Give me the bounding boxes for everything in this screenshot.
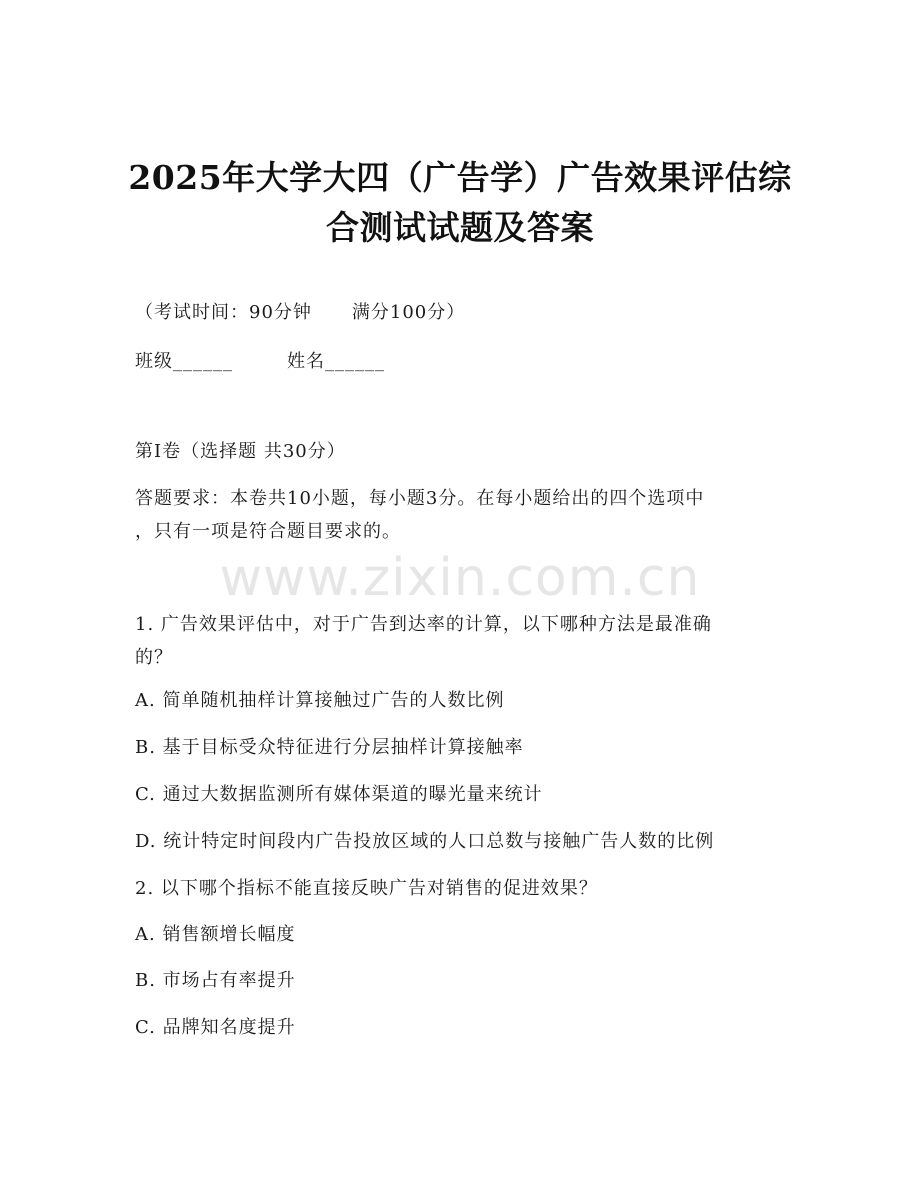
section-heading: 第I卷（选择题 共30分）: [135, 441, 346, 462]
student-info: [135, 349, 385, 375]
question-2-option-c: C. 品牌知名度提升: [135, 1017, 296, 1038]
section-requirement-line-2: ，只有一项是符合题目要求的。: [135, 521, 401, 542]
question-2-option-a: A. 销售额增长幅度: [135, 924, 296, 945]
title-line-2: 合测试试题及答案: [326, 208, 594, 247]
exam-score: 满分100分）: [351, 302, 466, 323]
exam-time: （考试时间：90分钟: [135, 302, 312, 323]
name-field-label: 姓名______: [287, 351, 385, 372]
section-requirement-line-1: 答题要求：本卷共10小题，每小题3分。在每小题给出的四个选项中: [135, 488, 705, 509]
class-field-label: 班级______: [135, 351, 233, 372]
question-1-option-a: A. 简单随机抽样计算接触过广告的人数比例: [135, 690, 505, 711]
question-2-stem: 2. 以下哪个指标不能直接反映广告对销售的促进效果？: [135, 878, 598, 899]
exam-info: [135, 300, 465, 326]
question-1-option-d: D. 统计特定时间段内广告投放区域的人口总数与接触广告人数的比例: [135, 831, 715, 852]
document-title: [100, 153, 820, 253]
question-1-stem-line-2: 的？: [135, 647, 173, 668]
watermark: www.zixin.com.cn: [219, 548, 701, 608]
question-2-option-b: B. 市场占有率提升: [135, 970, 296, 991]
question-1-option-b: B. 基于目标受众特征进行分层抽样计算接触率: [135, 737, 524, 758]
title-line-1: 2025年大学大四（广告学）广告效果评估综: [128, 158, 792, 197]
question-1-stem-line-1: 1. 广告效果评估中，对于广告到达率的计算，以下哪种方法是最准确: [135, 614, 712, 635]
question-1-option-c: C. 通过大数据监测所有媒体渠道的曝光量来统计: [135, 784, 543, 805]
